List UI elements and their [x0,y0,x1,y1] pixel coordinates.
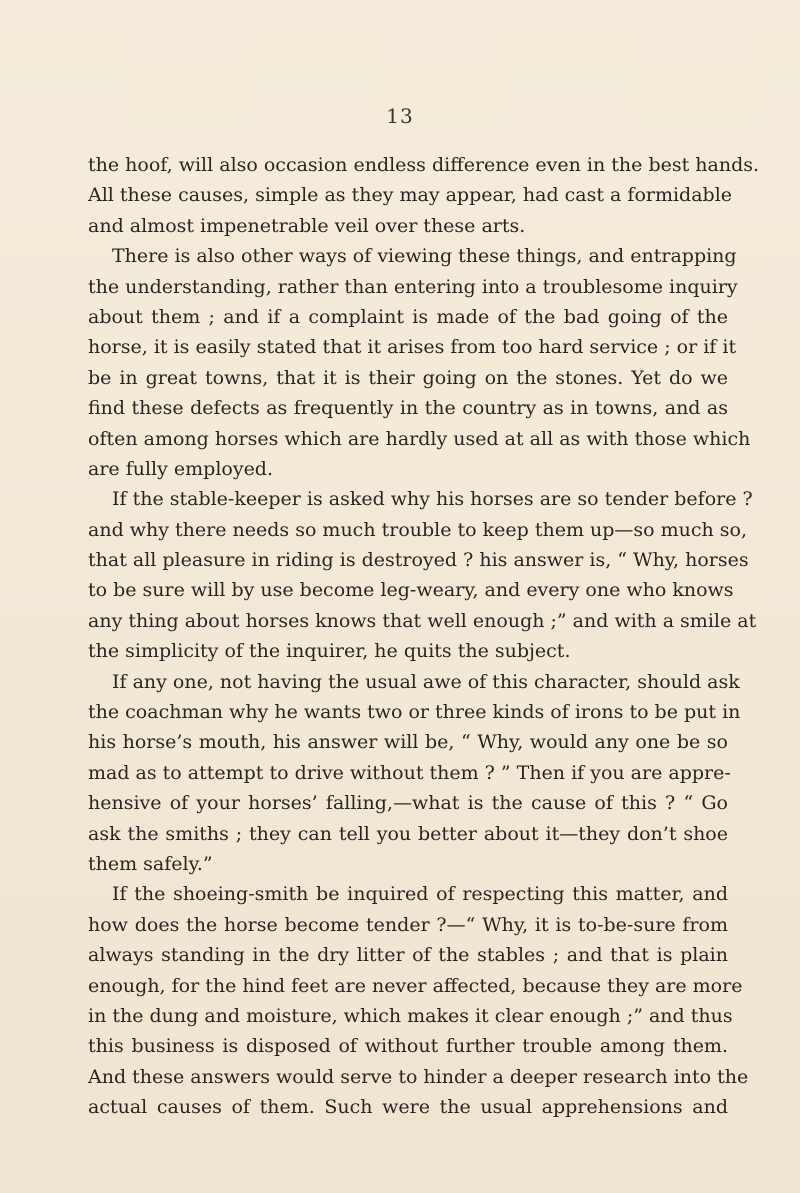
text-line: and almost impenetrable veil over these arts. [88,214,526,237]
text-line: any thing about horses knows that well enough ;” and with a smile at [88,609,757,632]
text-line: be in great towns, that it is their going on the stones. Yet do we [88,366,728,389]
text-line: often among horses which are hardly used at all as with those which [88,427,751,450]
text-line: and why there needs so much trouble to keep them up—so much so, [88,518,748,541]
text-line: always standing in the dry litter of the stables ; and that is plain [88,944,728,967]
page-number: 13 [386,104,414,128]
text-line: the hoof, will also occasion endless difference even in the best hands. [88,154,760,176]
text-line: find these defects as frequently in the country as in towns, and as [88,397,728,420]
text-line: actual causes of them. Such were the usual apprehensions and [88,1096,728,1119]
text-line: enough, for the hind feet are never affected, because they are more [88,974,743,997]
text-line: his horse’s mouth, his answer will be, “ Why, would any one be so [88,731,728,754]
text-line: And these answers would serve to hinder a deeper research into the [88,1065,749,1088]
text-line: mad as to attempt to drive without them ? ” Then if you are appre- [88,761,731,784]
text-line: the simplicity of the inquirer, he quits the subject. [88,640,571,663]
text-line: hensive of your horses’ falling,—what is the cause of this ? “ Go [88,792,728,815]
text-line: All these causes, simple as they may appear, had cast a formidable [88,184,733,207]
text-line: that all pleasure in riding is destroyed ? his answer is, “ Why, horses [88,549,749,572]
text-line: the coachman why he wants two or three kinds of irons to be put in [88,701,741,724]
text-line: them safely.” [88,852,213,875]
text-line: to be sure will by use become leg-weary, and every one who knows [88,579,734,602]
text-line: If any one, not having the usual awe of this character, should ask [112,670,740,693]
text-line: this business is disposed of without further trouble among them. [88,1035,728,1058]
text-line: ask the smiths ; they can tell you better about it—they don’t shoe [88,822,728,845]
text-line: If the stable-keeper is asked why his horses are so tender before ? [112,488,753,511]
text-line: the understanding, rather than entering into a troublesome inquiry [88,275,738,298]
text-line: are fully employed. [88,457,274,480]
body-text [88,150,760,1123]
text-line: how does the horse become tender ?—“ Why, it is to-be-sure from [88,913,728,936]
text-line: horse, it is easily stated that it arises from too hard service ; or if it [88,336,737,359]
text-line: If the shoeing-smith be inquired of respecting this matter, and [112,883,728,906]
text-line: about them ; and if a complaint is made of the bad going of the [88,305,728,328]
text-line: There is also other ways of viewing these things, and entrapping [112,245,737,268]
text-line: in the dung and moisture, which makes it clear enough ;” and thus [88,1004,733,1027]
